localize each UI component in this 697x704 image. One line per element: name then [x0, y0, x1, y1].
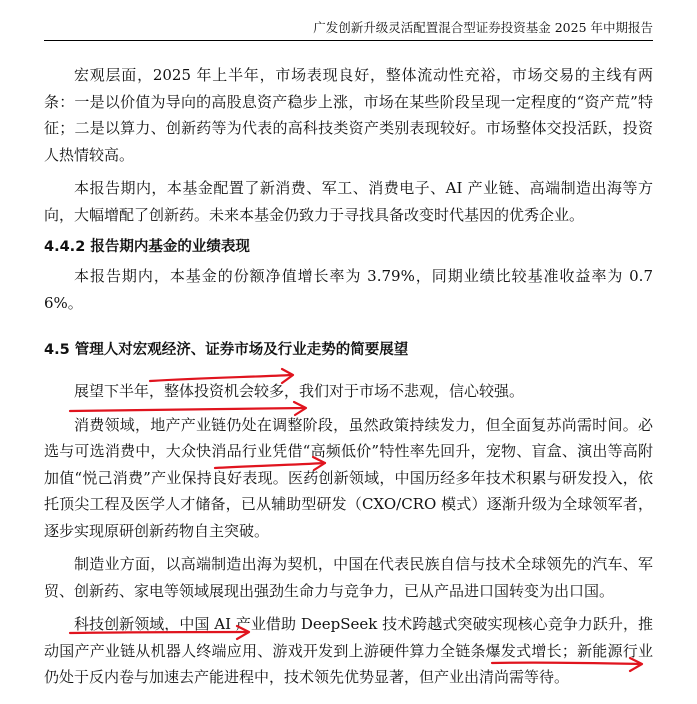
section-heading-outlook: 4.5 管理人对宏观经济、证券市场及行业走势的简要展望 [44, 342, 409, 358]
section-heading-performance: 4.4.2 报告期内基金的业绩表现 [44, 239, 250, 255]
report-header [44, 18, 653, 41]
paragraph-macro: 宏观层面，2025 年上半年，市场表现良好，整体流动性充裕，市场交易的主线有两条：一是以价值为导向的高股息资产稳步上涨，市场在某些阶段呈现一定程度的“资产荒”特征；二是以算力、创新药等为代表的高科技类资产类别表现较好。市场整体交投活跃，投资人热情较高。 [44, 66, 653, 164]
paragraph-manufacturing: 制造业方面，以高端制造出海为契机，中国在代表民族自信与技术全球领先的汽车、军贸、创新药、家电等领域展现出强劲生命力与竞争力，已从产品进口国转变为出口国。 [44, 555, 653, 600]
paragraph-outlook: 展望下半年，整体投资机会较多，我们对于市场不悲观，信心较强。 [74, 382, 525, 400]
report-header-title: 广发创新升级灵活配置混合型证券投资基金 2025 年中期报告 [313, 20, 653, 35]
document-body [44, 62, 653, 698]
paragraph-technology: 科技创新领域，中国 AI 产业借助 DeepSeek 技术跨越式突破实现核心竞争力跃升，推动国产产业链从机器人终端应用、游戏开发到上游硬件算力全链条爆发式增长；新能源行业仍处于反内卷与加速去产能进程中，技术领先优势显著，但产业出清尚需等待。 [44, 615, 653, 686]
paragraph-performance: 本报告期内，本基金的份额净值增长率为 3.79%，同期业绩比较基准收益率为 0.76%。 [44, 267, 653, 312]
paragraph-allocation: 本报告期内，本基金配置了新消费、军工、消费电子、AI 产业链、高端制造出海等方向，大幅增配了创新药。未来本基金仍致力于寻找具备改变时代基因的优秀企业。 [44, 179, 653, 224]
paragraph-consumption: 消费领域，地产产业链仍处在调整阶段，虽然政策持续发力，但全面复苏尚需时间。必选与可选消费中，大众快消品行业凭借“高频低价”特性率先回升，宠物、盲盒、演出等高附加值“悦己消费”产业保持良好表现。医药创新领域，中国历经多年技术积累与研发投入，依托顶尖工程及医学人才储备，已从辅助型研发（CXO/CRO 模式）逐渐升级为全球领军者，逐步实现原研创新药物自主突破。 [44, 415, 653, 540]
